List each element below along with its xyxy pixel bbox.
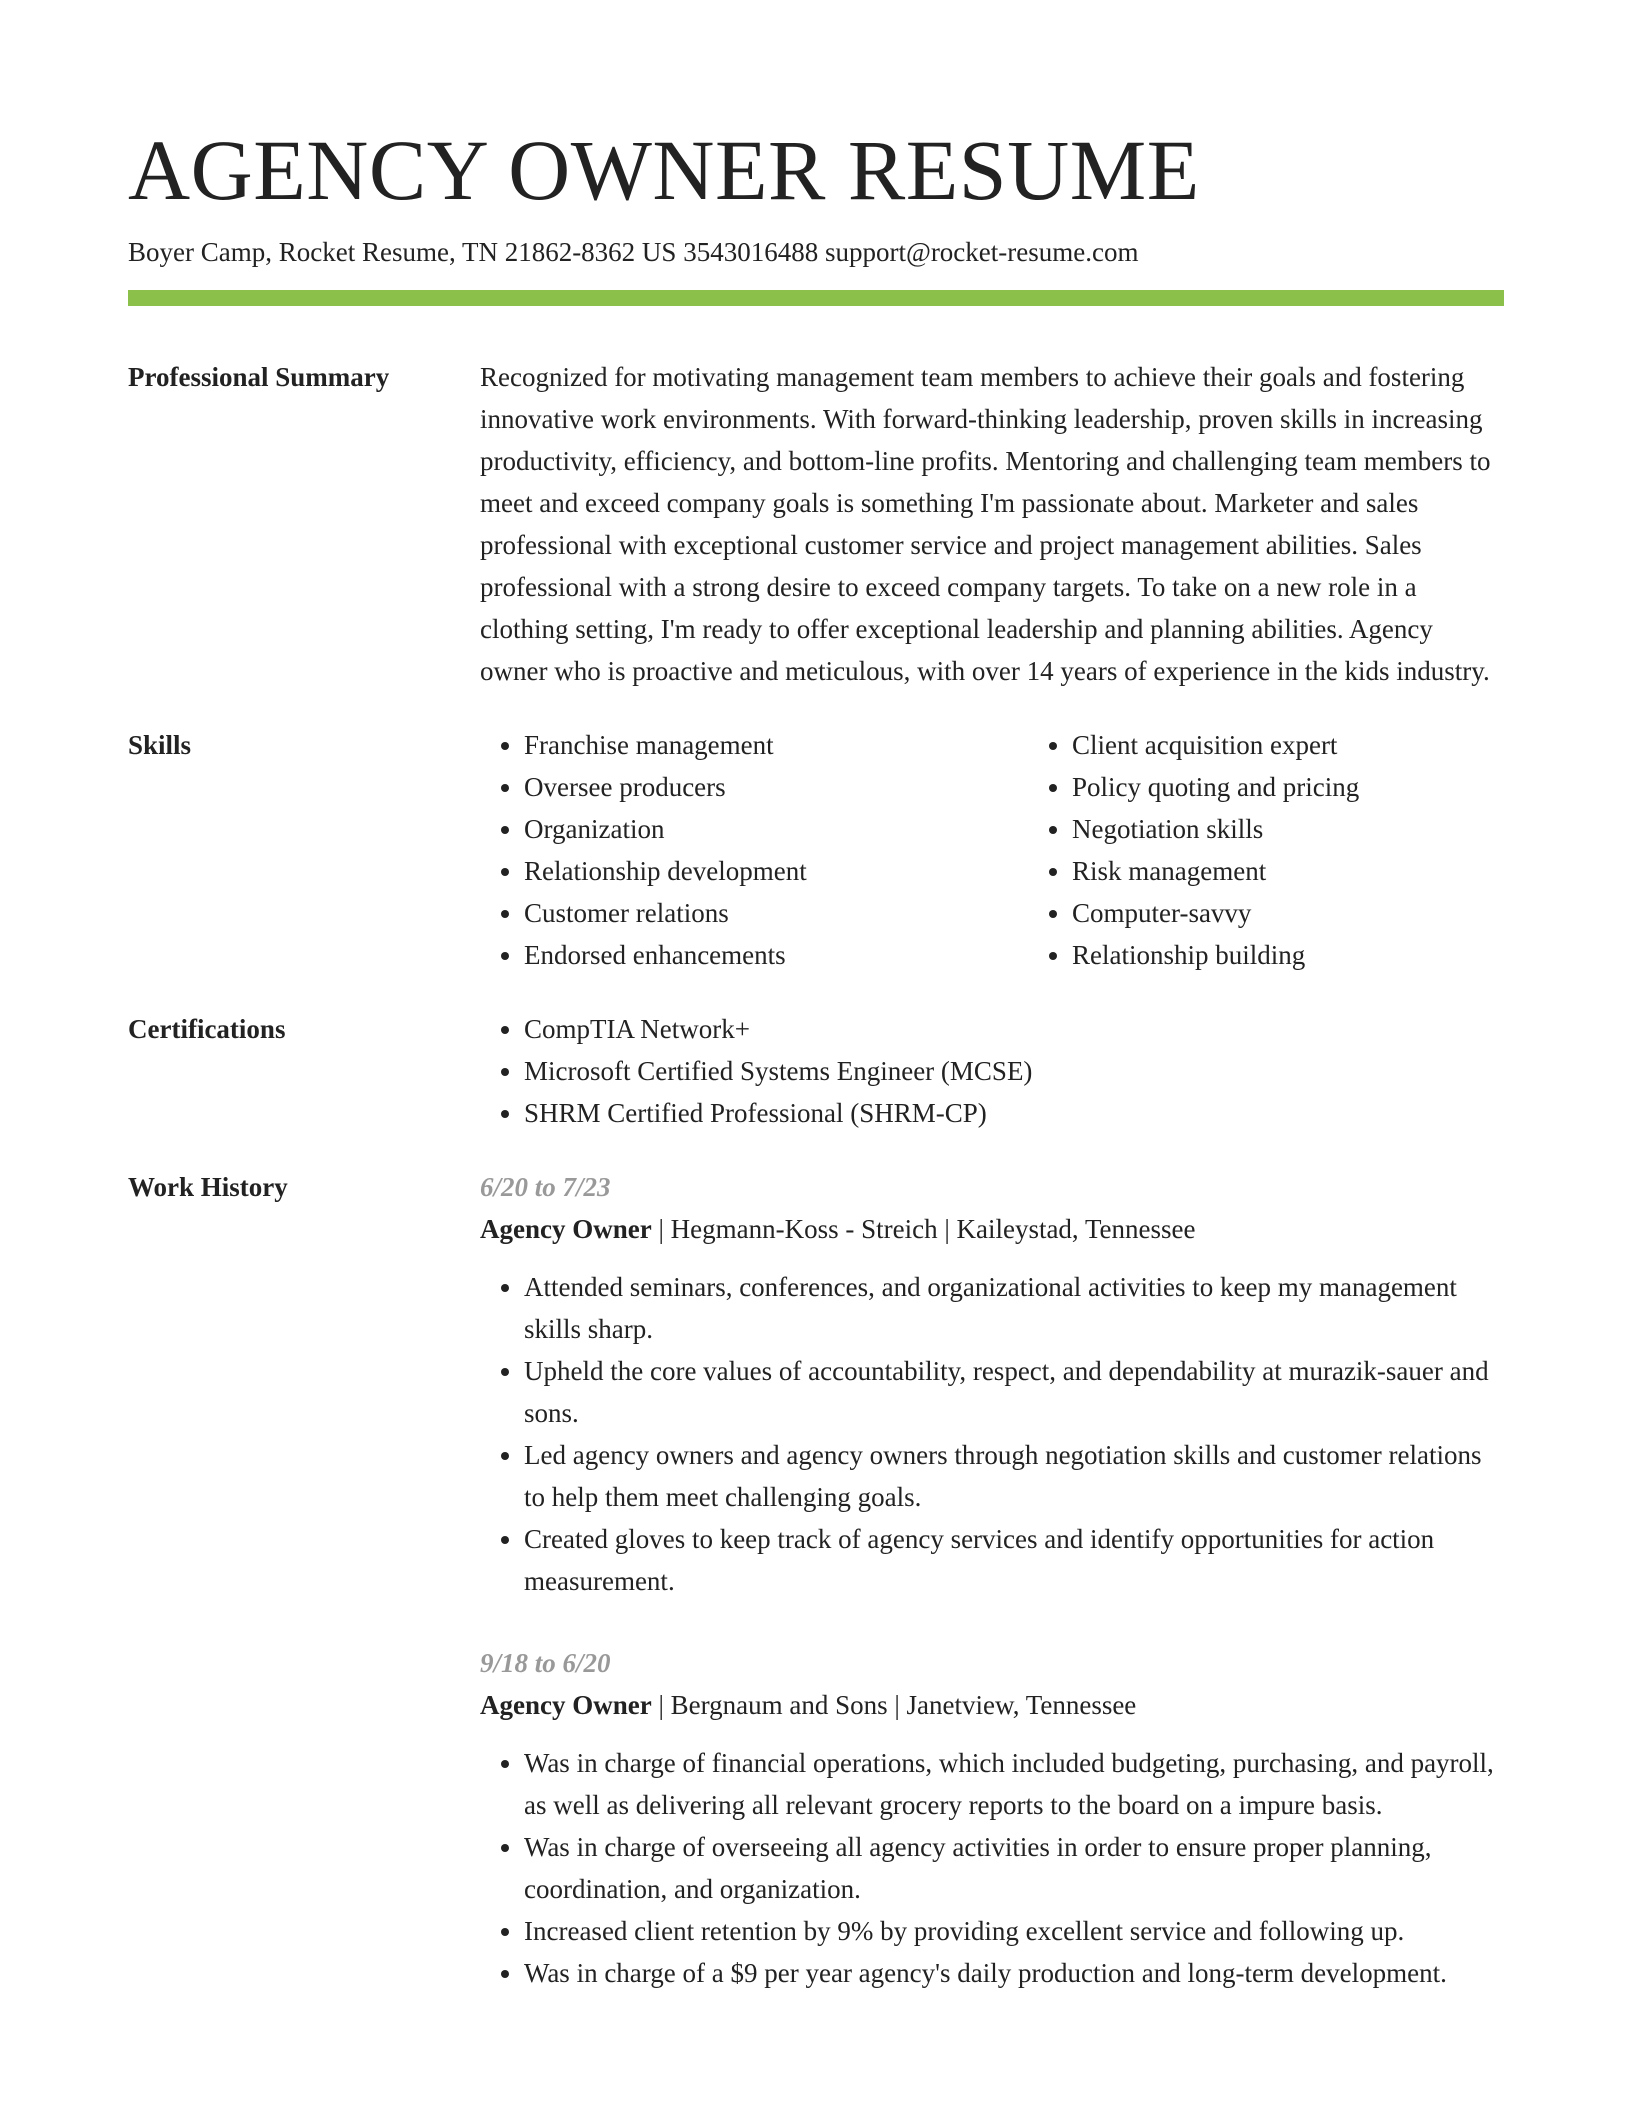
job-heading	[480, 1684, 1504, 1726]
summary-section	[128, 356, 1504, 692]
job-bullet-list	[480, 1266, 1504, 1602]
job-bullet: • Created gloves to keep track of agency services and identify opportunities for action measurement.	[524, 1518, 1504, 1602]
skill-item: • Endorsed enhancements	[524, 934, 1028, 976]
certification-item: • Microsoft Certified Systems Engineer (MCSE)	[524, 1050, 1504, 1092]
job-title: Agency Owner	[480, 1214, 652, 1244]
job-bullet: • Was in charge of overseeing all agency activities in order to ensure proper planning, coordination, and organization.	[524, 1826, 1504, 1910]
skill-item: • Negotiation skills	[1072, 808, 1576, 850]
job-bullet: • Upheld the core values of accountability, respect, and dependability at murazik-sauer and sons.	[524, 1350, 1504, 1434]
job-bullet: • Attended seminars, conferences, and organizational activities to keep my management skills sharp.	[524, 1266, 1504, 1350]
skill-item: • Client acquisition expert	[1072, 724, 1576, 766]
work-history-label: Work History	[128, 1172, 288, 1202]
resume-page	[128, 120, 1504, 1994]
work-history-body	[480, 1166, 1504, 1994]
certifications-body	[480, 1008, 1504, 1134]
skill-item: • Organization	[524, 808, 1028, 850]
skills-right-list	[1028, 724, 1576, 976]
job-entry	[480, 1166, 1504, 1602]
job-title: Agency Owner	[480, 1690, 652, 1720]
work-history-section	[128, 1166, 1504, 1994]
job-company-location: | Bergnaum and Sons | Janetview, Tennessee	[651, 1690, 1137, 1720]
summary-label: Professional Summary	[128, 362, 390, 392]
header-divider	[128, 290, 1504, 306]
certifications-list	[480, 1008, 1504, 1134]
skill-item: • Franchise management	[524, 724, 1028, 766]
job-heading	[480, 1208, 1504, 1250]
job-bullet-list	[480, 1742, 1504, 1994]
skill-item: • Relationship development	[524, 850, 1028, 892]
job-bullet: • Was in charge of a $9 per year agency's daily production and long-term development.	[524, 1952, 1504, 1994]
skill-item: • Relationship building	[1072, 934, 1576, 976]
contact-line: Boyer Camp, Rocket Resume, TN 21862-8362 US 3543016488 support@rocket-resume.com	[128, 237, 1139, 267]
certifications-section	[128, 1008, 1504, 1134]
job-entry	[480, 1642, 1504, 1994]
job-dates: 6/20 to 7/23	[480, 1172, 611, 1202]
resume-title: AGENCY OWNER RESUME	[128, 122, 1200, 218]
skills-columns	[480, 724, 1576, 976]
skill-item: • Customer relations	[524, 892, 1028, 934]
skill-item: • Risk management	[1072, 850, 1576, 892]
certifications-label: Certifications	[128, 1014, 286, 1044]
skill-item: • Computer-savvy	[1072, 892, 1576, 934]
job-dates: 9/18 to 6/20	[480, 1648, 611, 1678]
skill-item: • Policy quoting and pricing	[1072, 766, 1576, 808]
skill-item: • Oversee producers	[524, 766, 1028, 808]
skills-label: Skills	[128, 730, 192, 760]
skills-left-list	[480, 724, 1028, 976]
certification-item: • CompTIA Network+	[524, 1008, 1504, 1050]
certification-item: • SHRM Certified Professional (SHRM-CP)	[524, 1092, 1504, 1134]
summary-text: Recognized for motivating management team members to achieve their goals and fostering innovative work environments. With forward-thinking leadership, proven skills in increasing productivity, efficiency, and bottom-line profits. Mentoring and challenging team members to meet and exceed company goals is something I'm passionate about. Marketer and sales professional with exceptional customer service and project management abilities. Sales professional with a strong desire to exceed company targets. To take on a new role in a clothing setting, I'm ready to offer exceptional leadership and planning abilities. Agency owner who is proactive and meticulous, with over 14 years of experience in the kids industry.	[480, 362, 1491, 686]
job-bullet: • Increased client retention by 9% by providing excellent service and following up.	[524, 1910, 1504, 1952]
skills-section	[128, 724, 1504, 976]
job-company-location: | Hegmann-Koss - Streich | Kaileystad, Tennessee	[651, 1214, 1196, 1244]
job-bullet: • Was in charge of financial operations, which included budgeting, purchasing, and payroll, as well as delivering all relevant grocery reports to the board on a impure basis.	[524, 1742, 1504, 1826]
job-bullet: • Led agency owners and agency owners through negotiation skills and customer relations to help them meet challenging goals.	[524, 1434, 1504, 1518]
